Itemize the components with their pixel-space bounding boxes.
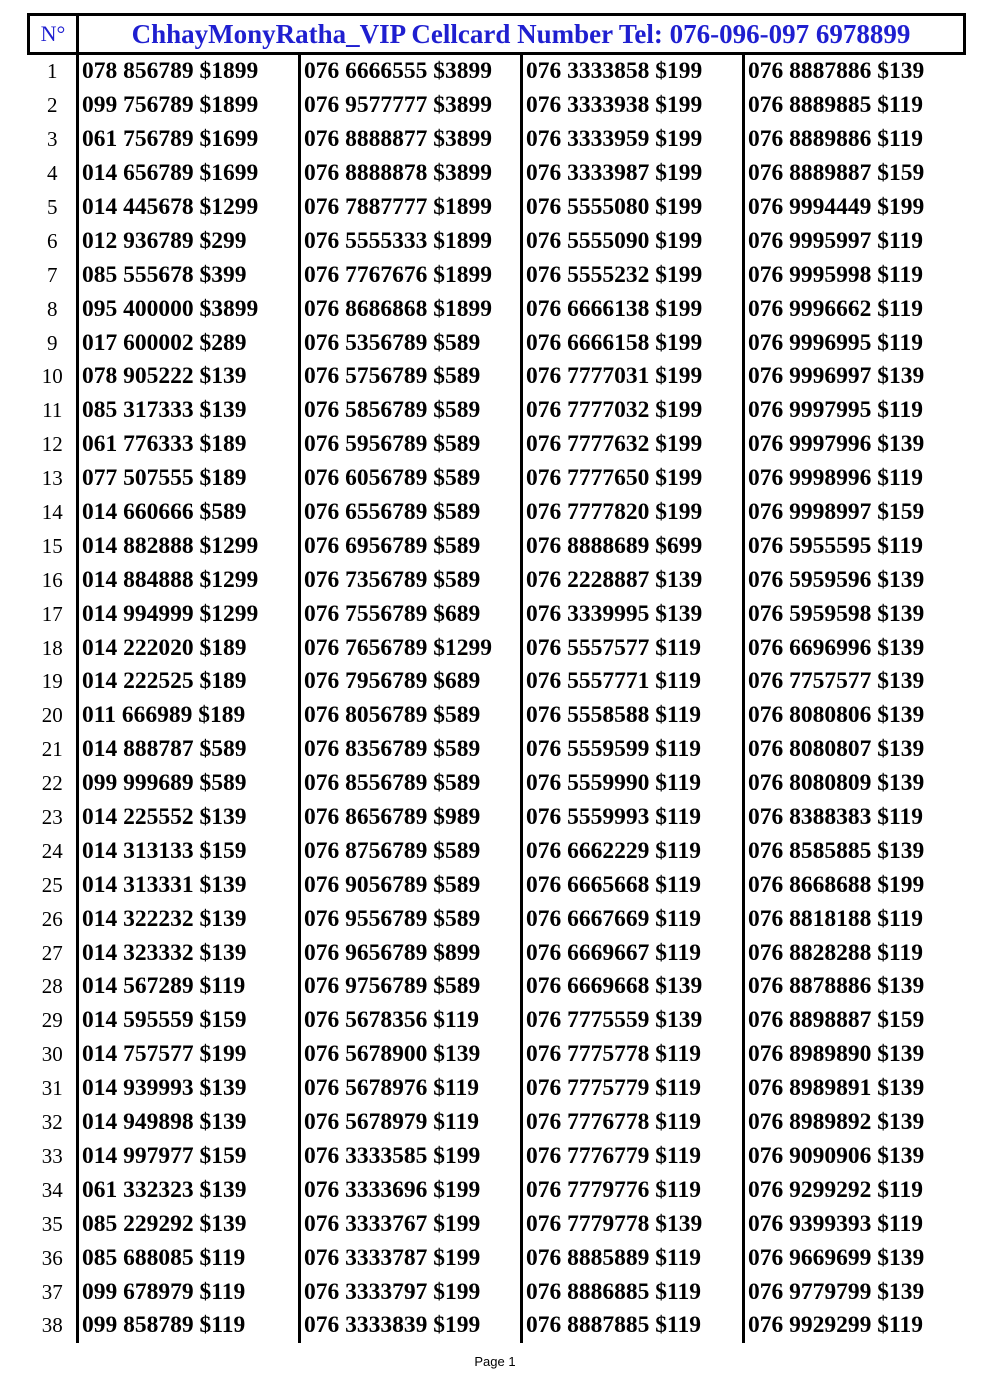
phone-price-cell: 076 9998996 $119	[744, 462, 965, 496]
row-number: 24	[41, 838, 63, 863]
phone-price-cell: 076 5678976 $119	[300, 1072, 522, 1106]
phone-price-cell: 076 5956789 $589	[300, 428, 522, 462]
table-row	[29, 1241, 965, 1275]
table-row	[29, 1106, 965, 1140]
phone-price-cell: 076 9669699 $139	[744, 1241, 965, 1275]
table-row	[29, 1207, 965, 1241]
table-row	[29, 1004, 965, 1038]
phone-price-cell: 076 9997995 $119	[744, 394, 965, 428]
row-number: 22	[41, 771, 63, 796]
phone-price-cell: 076 7779778 $139	[522, 1207, 744, 1241]
phone-price-cell: 076 3333938 $199	[522, 89, 744, 123]
table-row	[29, 1140, 965, 1174]
page-number: Page 1	[474, 1354, 516, 1369]
phone-price-cell: 076 9756789 $589	[300, 970, 522, 1004]
phone-price-cell: 014 660666 $589	[78, 496, 300, 530]
phone-price-cell: 076 7887777 $1899	[300, 191, 522, 225]
row-number: 32	[41, 1110, 63, 1135]
phone-price-cell: 095 400000 $3899	[78, 292, 300, 326]
phone-price-cell: 076 5557771 $119	[522, 665, 744, 699]
phone-price-cell: 076 5558588 $119	[522, 699, 744, 733]
phone-price-cell: 076 9929299 $119	[744, 1309, 965, 1343]
phone-price-cell: 099 999689 $589	[78, 767, 300, 801]
phone-price-cell: 076 5959596 $139	[744, 563, 965, 597]
phone-price-cell: 014 949898 $139	[78, 1106, 300, 1140]
phone-price-cell: 076 8888877 $3899	[300, 123, 522, 157]
phone-price-cell: 061 332323 $139	[78, 1173, 300, 1207]
table-row	[29, 1038, 965, 1072]
phone-price-cell: 061 776333 $189	[78, 428, 300, 462]
phone-price-cell: 076 6056789 $589	[300, 462, 522, 496]
phone-price-cell: 076 8585885 $139	[744, 834, 965, 868]
row-number: 14	[41, 500, 63, 525]
phone-price-cell: 076 5555080 $199	[522, 191, 744, 225]
phone-price-cell: 076 3339995 $139	[522, 597, 744, 631]
table-row	[29, 89, 965, 123]
phone-price-cell: 076 8080806 $139	[744, 699, 965, 733]
table-row	[29, 970, 965, 1004]
table-row	[29, 767, 965, 801]
phone-price-cell: 076 9299292 $119	[744, 1173, 965, 1207]
phone-price-cell: 076 8656789 $989	[300, 801, 522, 835]
phone-price-cell: 076 8887886 $139	[744, 54, 965, 89]
price-list-sheet	[27, 13, 963, 1343]
table-row	[29, 665, 965, 699]
phone-price-cell: 076 8828288 $119	[744, 936, 965, 970]
row-number: 2	[47, 93, 58, 118]
table-row	[29, 1275, 965, 1309]
phone-price-cell: 076 5559599 $119	[522, 733, 744, 767]
table-row	[29, 834, 965, 868]
row-number: 16	[41, 567, 63, 592]
table-row	[29, 191, 965, 225]
row-number: 27	[41, 940, 63, 965]
phone-price-cell: 076 8356789 $589	[300, 733, 522, 767]
table-row	[29, 360, 965, 394]
table-row	[29, 699, 965, 733]
row-number: 34	[41, 1177, 63, 1202]
phone-price-cell: 076 7777650 $199	[522, 462, 744, 496]
phone-price-cell: 076 7777032 $199	[522, 394, 744, 428]
phone-price-cell: 076 3333987 $199	[522, 157, 744, 191]
phone-price-cell: 076 9998997 $159	[744, 496, 965, 530]
phone-price-cell: 076 6666138 $199	[522, 292, 744, 326]
phone-price-cell: 076 5555090 $199	[522, 224, 744, 258]
phone-price-cell: 076 8668688 $199	[744, 868, 965, 902]
row-number: 3	[47, 127, 58, 152]
table-row	[29, 801, 965, 835]
table-row	[29, 428, 965, 462]
phone-price-cell: 076 9656789 $899	[300, 936, 522, 970]
phone-price-cell: 076 3333585 $199	[300, 1140, 522, 1174]
phone-price-cell: 076 9995998 $119	[744, 258, 965, 292]
phone-price-cell: 076 8080807 $139	[744, 733, 965, 767]
phone-price-cell: 076 8056789 $589	[300, 699, 522, 733]
phone-price-cell: 017 600002 $289	[78, 326, 300, 360]
phone-price-cell: 076 5559990 $119	[522, 767, 744, 801]
phone-price-cell: 076 7767676 $1899	[300, 258, 522, 292]
row-number: 4	[47, 161, 58, 186]
phone-price-cell: 076 6669668 $139	[522, 970, 744, 1004]
phone-price-cell: 076 8556789 $589	[300, 767, 522, 801]
phone-price-cell: 076 5356789 $589	[300, 326, 522, 360]
row-number: 15	[41, 533, 63, 558]
number-price-table	[27, 13, 966, 1343]
row-number: 31	[41, 1076, 63, 1101]
table-row	[29, 563, 965, 597]
phone-price-cell: 076 3333696 $199	[300, 1173, 522, 1207]
row-number: 30	[41, 1042, 63, 1067]
phone-price-cell: 076 8887885 $119	[522, 1309, 744, 1343]
phone-price-cell: 076 9577777 $3899	[300, 89, 522, 123]
phone-price-cell: 076 7775778 $119	[522, 1038, 744, 1072]
table-row	[29, 1173, 965, 1207]
phone-price-cell: 085 229292 $139	[78, 1207, 300, 1241]
phone-price-cell: 076 8989892 $139	[744, 1106, 965, 1140]
row-number: 36	[41, 1245, 63, 1270]
phone-price-cell: 078 856789 $1899	[78, 54, 300, 89]
phone-price-cell: 014 757577 $199	[78, 1038, 300, 1072]
phone-price-cell: 076 5856789 $589	[300, 394, 522, 428]
row-number: 26	[41, 906, 63, 931]
phone-price-cell: 085 317333 $139	[78, 394, 300, 428]
row-number: 23	[41, 805, 63, 830]
phone-price-cell: 076 5678356 $119	[300, 1004, 522, 1038]
phone-price-cell: 076 6666158 $199	[522, 326, 744, 360]
table-row	[29, 394, 965, 428]
phone-price-cell: 076 8080809 $139	[744, 767, 965, 801]
row-number: 21	[41, 737, 63, 762]
phone-price-cell: 014 445678 $1299	[78, 191, 300, 225]
phone-price-cell: 014 313133 $159	[78, 834, 300, 868]
phone-price-cell: 014 882888 $1299	[78, 529, 300, 563]
phone-price-cell: 076 8888689 $699	[522, 529, 744, 563]
phone-price-cell: 076 5756789 $589	[300, 360, 522, 394]
table-row	[29, 1309, 965, 1343]
phone-price-cell: 076 8889887 $159	[744, 157, 965, 191]
table-row	[29, 157, 965, 191]
phone-price-cell: 076 9090906 $139	[744, 1140, 965, 1174]
phone-price-cell: 085 688085 $119	[78, 1241, 300, 1275]
phone-price-cell: 076 9779799 $139	[744, 1275, 965, 1309]
phone-price-cell: 099 756789 $1899	[78, 89, 300, 123]
phone-price-cell: 076 7777632 $199	[522, 428, 744, 462]
phone-price-cell: 076 6665668 $119	[522, 868, 744, 902]
row-number: 37	[41, 1279, 63, 1304]
phone-price-cell: 076 8989891 $139	[744, 1072, 965, 1106]
table-row	[29, 258, 965, 292]
phone-price-cell: 076 6956789 $589	[300, 529, 522, 563]
phone-price-cell: 076 9996995 $119	[744, 326, 965, 360]
phone-price-cell: 085 555678 $399	[78, 258, 300, 292]
phone-price-cell: 014 323332 $139	[78, 936, 300, 970]
row-number: 1	[47, 59, 58, 84]
phone-price-cell: 076 8756789 $589	[300, 834, 522, 868]
row-number: 28	[41, 974, 63, 999]
table-row	[29, 733, 965, 767]
phone-price-cell: 076 9995997 $119	[744, 224, 965, 258]
row-number: 7	[47, 262, 58, 287]
row-number: 33	[41, 1143, 63, 1168]
phone-price-cell: 076 2228887 $139	[522, 563, 744, 597]
phone-price-cell: 076 9399393 $119	[744, 1207, 965, 1241]
phone-price-cell: 076 3333797 $199	[300, 1275, 522, 1309]
phone-price-cell: 076 7776779 $119	[522, 1140, 744, 1174]
phone-price-cell: 076 6696996 $139	[744, 631, 965, 665]
table-row	[29, 123, 965, 157]
phone-price-cell: 076 7776778 $119	[522, 1106, 744, 1140]
phone-price-cell: 076 7656789 $1299	[300, 631, 522, 665]
phone-price-cell: 076 7775779 $119	[522, 1072, 744, 1106]
row-number: 13	[41, 466, 63, 491]
phone-price-cell: 076 5555333 $1899	[300, 224, 522, 258]
phone-price-cell: 061 756789 $1699	[78, 123, 300, 157]
table-header	[29, 15, 965, 54]
phone-price-cell: 076 5559993 $119	[522, 801, 744, 835]
phone-price-cell: 076 6662229 $119	[522, 834, 744, 868]
row-number: 19	[41, 669, 63, 694]
phone-price-cell: 076 6669667 $119	[522, 936, 744, 970]
row-number: 12	[41, 432, 63, 457]
phone-price-cell: 076 8388383 $119	[744, 801, 965, 835]
row-number: 18	[41, 635, 63, 660]
header-number-label: N°	[29, 15, 78, 54]
row-number: 9	[47, 330, 58, 355]
table-row	[29, 597, 965, 631]
row-number: 11	[42, 398, 63, 423]
phone-price-cell: 014 994999 $1299	[78, 597, 300, 631]
table-row	[29, 868, 965, 902]
table-row	[29, 326, 965, 360]
table-row	[29, 292, 965, 326]
row-number: 6	[47, 228, 58, 253]
phone-price-cell: 076 5555232 $199	[522, 258, 744, 292]
phone-price-cell: 076 9997996 $139	[744, 428, 965, 462]
row-number: 5	[47, 195, 58, 219]
phone-price-cell: 076 8889885 $119	[744, 89, 965, 123]
table-row	[29, 54, 965, 89]
phone-price-cell: 076 8818188 $119	[744, 902, 965, 936]
table-row	[29, 224, 965, 258]
phone-price-cell: 014 322232 $139	[78, 902, 300, 936]
phone-price-cell: 076 8989890 $139	[744, 1038, 965, 1072]
phone-price-cell: 011 666989 $189	[78, 699, 300, 733]
phone-price-cell: 076 3333787 $199	[300, 1241, 522, 1275]
header-title: ChhayMonyRatha_VIP Cellcard Number Tel: 076-096-097 6978899	[78, 15, 965, 54]
phone-price-cell: 076 3333839 $199	[300, 1309, 522, 1343]
phone-price-cell: 076 8885889 $119	[522, 1241, 744, 1275]
phone-price-cell: 014 222525 $189	[78, 665, 300, 699]
header-row	[29, 15, 965, 54]
phone-price-cell: 076 8888878 $3899	[300, 157, 522, 191]
table-row	[29, 462, 965, 496]
table-row	[29, 936, 965, 970]
phone-price-cell: 014 888787 $589	[78, 733, 300, 767]
row-number: 38	[41, 1313, 63, 1338]
phone-price-cell: 014 222020 $189	[78, 631, 300, 665]
phone-price-cell: 014 313331 $139	[78, 868, 300, 902]
phone-price-cell: 014 656789 $1699	[78, 157, 300, 191]
phone-price-cell: 076 6556789 $589	[300, 496, 522, 530]
table-row	[29, 1072, 965, 1106]
row-number: 8	[47, 296, 58, 321]
phone-price-cell: 099 678979 $119	[78, 1275, 300, 1309]
phone-price-cell: 076 8898887 $159	[744, 1004, 965, 1038]
phone-price-cell: 076 7757577 $139	[744, 665, 965, 699]
row-number: 20	[41, 703, 63, 728]
phone-price-cell: 076 8686868 $1899	[300, 292, 522, 326]
phone-price-cell: 076 3333767 $199	[300, 1207, 522, 1241]
table-row	[29, 631, 965, 665]
phone-price-cell: 014 884888 $1299	[78, 563, 300, 597]
phone-price-cell: 014 225552 $139	[78, 801, 300, 835]
phone-price-cell: 076 9996997 $139	[744, 360, 965, 394]
phone-price-cell: 076 8886885 $119	[522, 1275, 744, 1309]
phone-price-cell: 076 9994449 $199	[744, 191, 965, 225]
row-number: 25	[41, 872, 63, 897]
phone-price-cell: 076 6666555 $3899	[300, 54, 522, 89]
phone-price-cell: 099 858789 $119	[78, 1309, 300, 1343]
phone-price-cell: 076 5678900 $139	[300, 1038, 522, 1072]
row-number: 17	[41, 601, 63, 626]
phone-price-cell: 077 507555 $189	[78, 462, 300, 496]
phone-price-cell: 076 5955595 $119	[744, 529, 965, 563]
phone-price-cell: 014 595559 $159	[78, 1004, 300, 1038]
phone-price-cell: 076 3333858 $199	[522, 54, 744, 89]
phone-price-cell: 012 936789 $299	[78, 224, 300, 258]
phone-price-cell: 076 5678979 $119	[300, 1106, 522, 1140]
phone-price-cell: 014 939993 $139	[78, 1072, 300, 1106]
table-row	[29, 496, 965, 530]
table-body	[29, 54, 965, 1343]
phone-price-cell: 076 6667669 $119	[522, 902, 744, 936]
phone-price-cell: 076 9056789 $589	[300, 868, 522, 902]
phone-price-cell: 076 7956789 $689	[300, 665, 522, 699]
phone-price-cell: 076 8889886 $119	[744, 123, 965, 157]
phone-price-cell: 076 9996662 $119	[744, 292, 965, 326]
phone-price-cell: 014 997977 $159	[78, 1140, 300, 1174]
phone-price-cell: 076 9556789 $589	[300, 902, 522, 936]
phone-price-cell: 076 5959598 $139	[744, 597, 965, 631]
row-number: 29	[41, 1008, 63, 1033]
row-number: 10	[41, 364, 63, 389]
phone-price-cell: 076 7356789 $589	[300, 563, 522, 597]
phone-price-cell: 078 905222 $139	[78, 360, 300, 394]
phone-price-cell: 076 3333959 $199	[522, 123, 744, 157]
table-row	[29, 529, 965, 563]
phone-price-cell: 076 7777820 $199	[522, 496, 744, 530]
phone-price-cell: 076 7775559 $139	[522, 1004, 744, 1038]
table-row	[29, 902, 965, 936]
phone-price-cell: 014 567289 $119	[78, 970, 300, 1004]
row-number: 35	[41, 1211, 63, 1236]
phone-price-cell: 076 7779776 $119	[522, 1173, 744, 1207]
phone-price-cell: 076 7777031 $199	[522, 360, 744, 394]
phone-price-cell: 076 8878886 $139	[744, 970, 965, 1004]
phone-price-cell: 076 7556789 $689	[300, 597, 522, 631]
phone-price-cell: 076 5557577 $119	[522, 631, 744, 665]
